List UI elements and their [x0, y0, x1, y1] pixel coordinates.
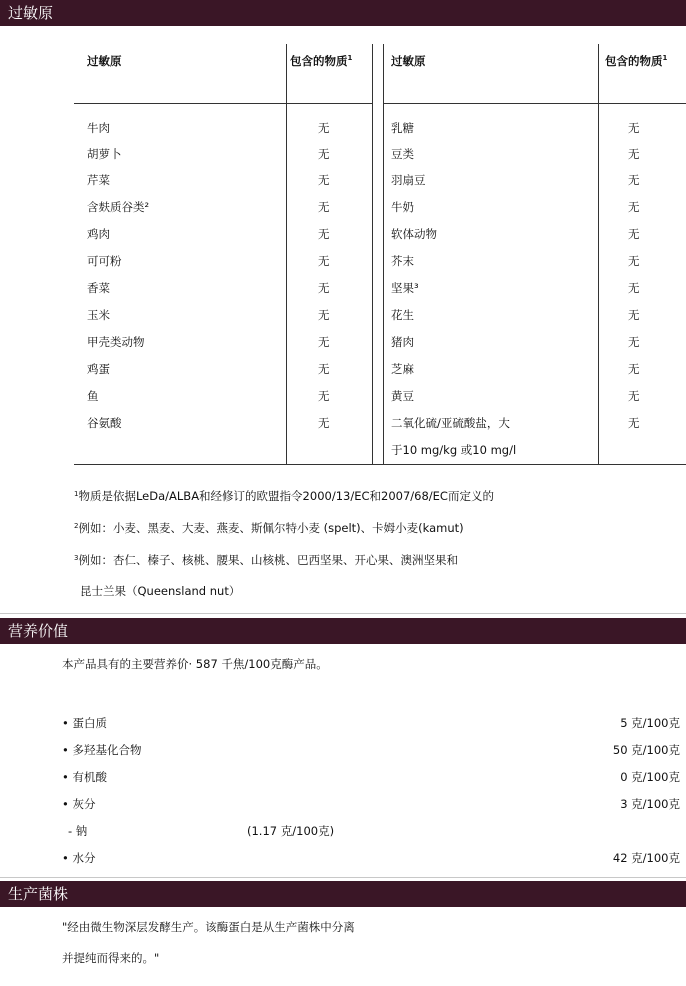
table-cell-value: 无 [628, 200, 640, 214]
table-cell-allergen: 含麸质谷类² [87, 200, 150, 214]
nutrition-subvalue: (1.17 克/100克) [247, 824, 335, 838]
table-cell-allergen: 芝麻 [391, 362, 414, 376]
nutrition-value: 3 克/100克 [620, 797, 680, 811]
footnote-2 [74, 520, 464, 536]
table-cell-value: 无 [628, 227, 640, 241]
table-rule [286, 103, 372, 104]
section-header-nutrition [0, 618, 686, 644]
col-header-allergen-left: 过敏原 [87, 54, 122, 68]
table-cell-value: 无 [318, 308, 330, 322]
table-cell-allergen: 玉米 [87, 308, 110, 322]
table-divider [372, 44, 373, 464]
section-header-allergens [0, 0, 686, 26]
footnote-marker: 2 [74, 522, 79, 530]
footnote-text: 例如：杏仁、榛子、核桃、腰果、山核桃、巴西坚果、开心果、澳洲坚果和 [78, 553, 458, 567]
strain-text-line1: "经由微生物深层发酵生产。该酶蛋白是从生产菌株中分离 [62, 920, 355, 934]
table-cell-allergen: 胡萝卜 [87, 147, 122, 161]
table-cell-allergen: 牛肉 [87, 121, 110, 135]
col-header-contains-left [290, 53, 352, 69]
table-cell-value: 无 [628, 389, 640, 403]
col-header-contains-right [605, 53, 667, 69]
col-header-text: 包含的物质 [605, 54, 663, 68]
table-cell-allergen: 鸡蛋 [87, 362, 110, 376]
nutrition-label: • 蛋白质 [62, 716, 107, 730]
section-title: 营养价值 [8, 622, 69, 640]
table-cell-value: 无 [628, 281, 640, 295]
table-cell-value: 无 [318, 335, 330, 349]
nutrition-label: • 有机酸 [62, 770, 107, 784]
table-cell-value: 无 [318, 227, 330, 241]
table-cell-value: 无 [318, 121, 330, 135]
nutrition-value: 5 克/100克 [620, 716, 680, 730]
table-rule [598, 103, 686, 104]
table-cell-value: 无 [318, 416, 330, 430]
nutrition-value: 50 克/100克 [612, 743, 680, 757]
table-cell-value: 无 [628, 416, 640, 430]
table-cell-value: 无 [318, 389, 330, 403]
table-cell-allergen: 可可粉 [87, 254, 122, 268]
section-divider [0, 877, 686, 878]
table-cell-allergen: 谷氨酸 [87, 416, 122, 430]
footnote-3-cont: 昆士兰果（Queensland nut） [80, 584, 241, 598]
table-cell-allergen: 坚果³ [391, 281, 419, 295]
nutrition-label: • 水分 [62, 851, 96, 865]
table-cell-allergen: 羽扇豆 [391, 173, 426, 187]
table-cell-allergen: 甲壳类动物 [87, 335, 145, 349]
table-cell-allergen: 鱼 [87, 389, 99, 403]
table-divider [598, 44, 599, 464]
col-header-sup: 1 [662, 54, 668, 63]
table-cell-value: 无 [628, 254, 640, 268]
table-cell-value: 无 [628, 173, 640, 187]
table-cell-allergen: 花生 [391, 308, 414, 322]
table-cell-value: 无 [318, 281, 330, 295]
table-cell-allergen: 芥末 [391, 254, 414, 268]
footnote-marker: 1 [74, 490, 79, 498]
table-rule [383, 103, 598, 104]
table-cell-value: 无 [318, 362, 330, 376]
nutrition-label: • 灰分 [62, 797, 96, 811]
table-cell-allergen-cont: 于10 mg/kg 或10 mg/l [391, 443, 517, 457]
table-cell-allergen: 鸡肉 [87, 227, 110, 241]
col-header-allergen-right: 过敏原 [391, 54, 426, 68]
table-cell-value: 无 [628, 121, 640, 135]
table-divider [383, 44, 384, 464]
table-cell-value: 无 [628, 308, 640, 322]
table-divider [286, 44, 287, 464]
footnote-marker: 3 [74, 554, 79, 562]
table-cell-allergen: 豆类 [391, 147, 414, 161]
table-cell-allergen: 芹菜 [87, 173, 110, 187]
section-header-strain [0, 881, 686, 907]
table-cell-value: 无 [318, 173, 330, 187]
nutrition-sublabel: - 钠 [68, 824, 88, 838]
table-cell-value: 无 [628, 362, 640, 376]
table-cell-allergen: 软体动物 [391, 227, 437, 241]
nutrition-value: 42 克/100克 [612, 851, 680, 865]
table-cell-value: 无 [318, 147, 330, 161]
table-rule [74, 103, 286, 104]
table-rule [74, 464, 686, 465]
table-cell-allergen: 牛奶 [391, 200, 414, 214]
table-cell-value: 无 [318, 200, 330, 214]
col-header-text: 包含的物质 [290, 54, 348, 68]
footnote-1 [74, 488, 494, 504]
table-cell-allergen: 二氧化硫/亚硫酸盐，大 [391, 416, 510, 430]
section-title: 生产菌株 [8, 885, 69, 903]
table-cell-allergen: 猪肉 [391, 335, 414, 349]
table-cell-allergen: 香菜 [87, 281, 110, 295]
section-divider [0, 613, 686, 614]
footnote-text: 物质是依据LeDa/ALBA和经修订的欧盟指令2000/13/EC和2007/68/EC而定义的 [78, 489, 494, 503]
table-cell-value: 无 [628, 335, 640, 349]
nutrition-value: 0 克/100克 [620, 770, 680, 784]
table-cell-allergen: 乳糖 [391, 121, 414, 135]
nutrition-intro: 本产品具有的主要营养价· 587 千焦/100克酶产品。 [62, 657, 328, 671]
table-cell-value: 无 [318, 254, 330, 268]
strain-text-line2: 并提纯而得来的。" [62, 951, 160, 965]
table-cell-value: 无 [628, 147, 640, 161]
section-title: 过敏原 [8, 4, 54, 22]
nutrition-label: • 多羟基化合物 [62, 743, 142, 757]
footnote-3 [74, 552, 458, 568]
table-cell-allergen: 黄豆 [391, 389, 414, 403]
footnote-text: 例如：小麦、黑麦、大麦、燕麦、斯佩尔特小麦 (spelt)、卡姆小麦(kamut) [78, 521, 464, 535]
col-header-sup: 1 [347, 54, 353, 63]
